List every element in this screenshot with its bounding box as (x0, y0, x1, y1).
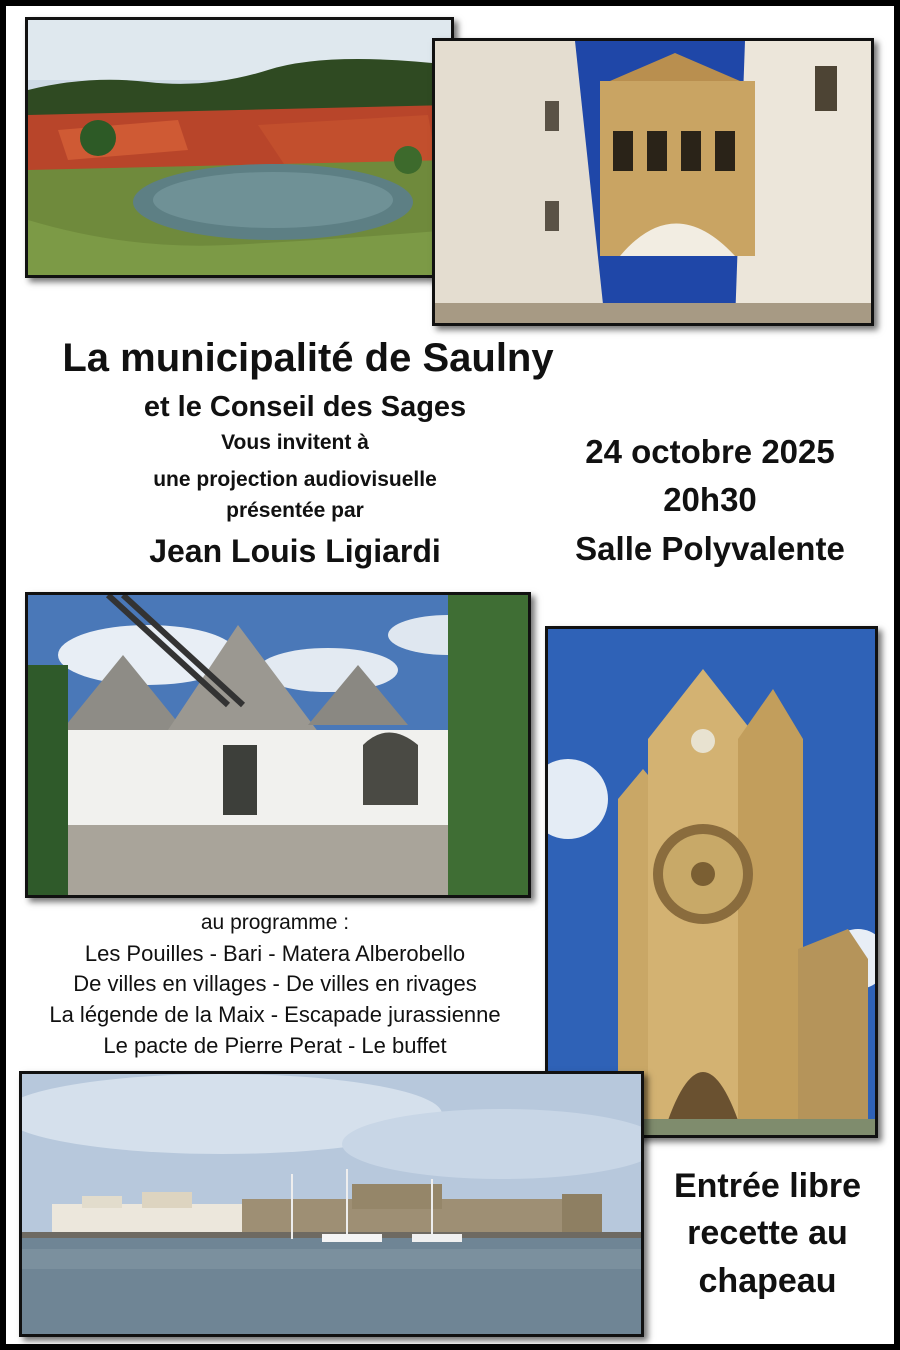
invite-line-3: présentée par (226, 499, 364, 522)
event-venue: Salle Polyvalente (575, 530, 845, 567)
event-date: 24 octobre 2025 (585, 433, 835, 470)
event-time: 20h30 (663, 481, 757, 518)
program-line-1: Les Pouilles - Bari - Matera Alberobello (84, 941, 466, 966)
invite-line-1: Vous invitent à (221, 431, 369, 454)
invite-line-2: une projection audiovisuelle (153, 468, 437, 491)
program-heading: au programme : (200, 911, 350, 934)
program-line-2: De villes en villages - De villes en rivages (73, 971, 477, 996)
program-line-4: Le pacte de Pierre Perat - Le buffet (103, 1033, 447, 1058)
organizer-title: La municipalité de Saulny (62, 336, 554, 380)
cathedral-photo (545, 626, 878, 1138)
trulli-photo (25, 592, 531, 898)
program-line-3: La légende de la Maix - Escapade jurassienne (49, 1002, 501, 1027)
organizer-subtitle: et le Conseil des Sages (143, 391, 467, 423)
entry-line-1: Entrée libre (673, 1167, 862, 1205)
entry-line-2: recette au (687, 1214, 848, 1252)
entry-line-3: chapeau (698, 1262, 837, 1300)
baroque-arch-photo (432, 38, 874, 326)
presenter-name: Jean Louis Ligiardi (149, 533, 441, 569)
lake-quarry-photo (25, 17, 454, 278)
harbour-photo (19, 1071, 644, 1337)
